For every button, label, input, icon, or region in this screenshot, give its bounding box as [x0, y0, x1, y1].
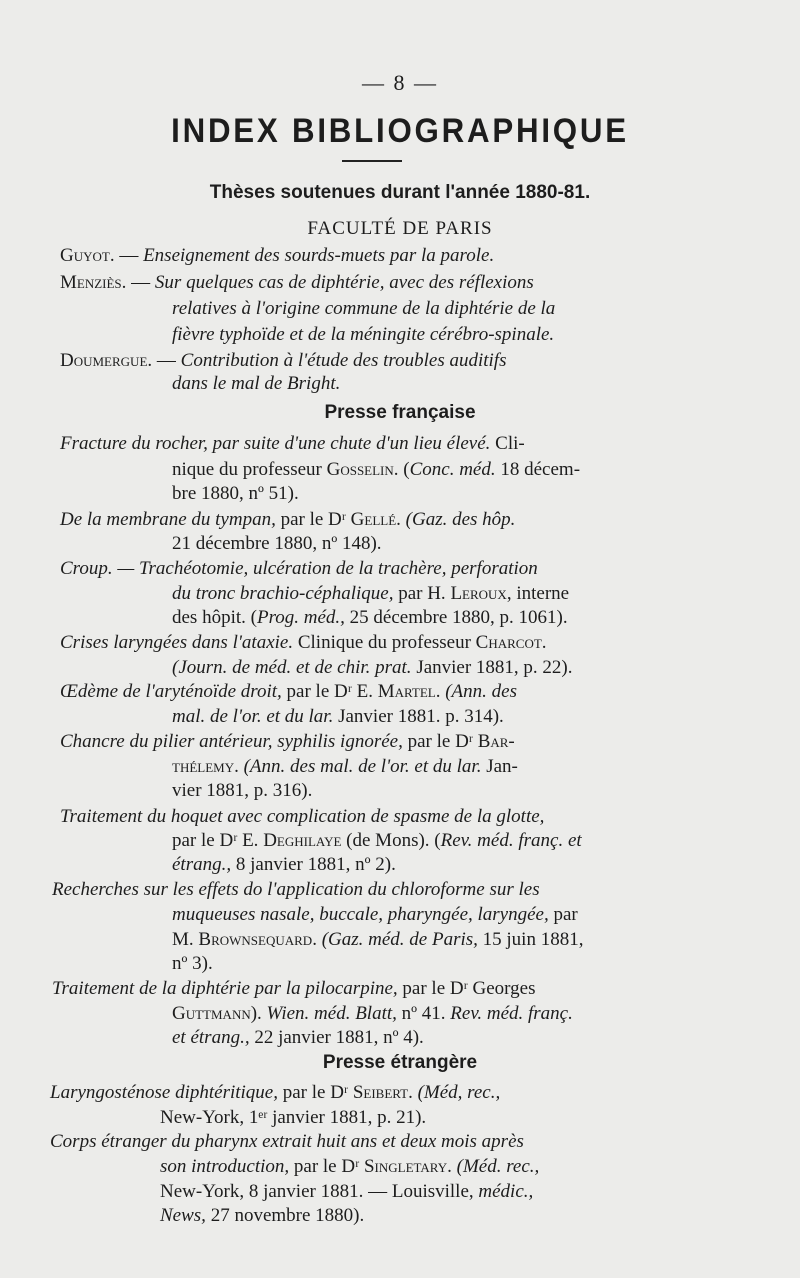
author-name: thélemy. [172, 756, 239, 777]
text: Jan- [486, 756, 518, 777]
entry-pilocarpine-line-3 [172, 1026, 424, 1050]
entry-croup-line-1: Croup. — Trachéotomie, ulcération de la trachère, perforation [60, 558, 538, 579]
entry-fracture-line-1 [60, 432, 525, 456]
entry-laryngostenose-line-1 [50, 1081, 500, 1105]
text: nique du professeur [172, 459, 322, 480]
entry-laryngostenose-line-2: New-York, 1ᵉʳ janvier 1881, p. 21). [160, 1107, 427, 1128]
article-title: son introduction, [160, 1156, 290, 1177]
text: par le Dʳ [280, 509, 346, 530]
journal: (Gaz. méd. de Paris, [321, 929, 478, 950]
journal: (Ann. des [445, 681, 517, 702]
entry-hoquet-line-1: Traitement du hoquet avec complication de spasme de la glotte, [60, 806, 545, 827]
text: par le Dʳ [282, 1082, 349, 1103]
entry-crises-line-1 [60, 631, 547, 655]
text: New-York, 8 janvier 1881. — Louisville, [160, 1181, 474, 1202]
thesis-title: Sur quelques cas de diphtérie, avec des réflexions [154, 272, 534, 293]
journal: Rev. méd. franç. et [440, 830, 582, 851]
author-name: Seibert. [352, 1082, 413, 1103]
journal: et étrang., [172, 1027, 250, 1048]
entry-menzies-line-1 [60, 271, 534, 295]
entry-tympan-line-1 [60, 508, 515, 532]
text: par le Dʳ E. [286, 681, 373, 702]
journal: Rev. méd. franç. [450, 1003, 573, 1024]
text: interne [516, 583, 570, 604]
article-title: Œdème de l'aryténoïde droit, [60, 681, 282, 702]
text: Clinique du professeur [297, 632, 471, 653]
entry-crises-line-2 [172, 656, 573, 680]
dash: — [119, 245, 139, 266]
dash: — [131, 272, 151, 293]
author-name: Guyot. [60, 245, 115, 266]
journal: News, [160, 1205, 206, 1226]
author-name: Leroux, [450, 583, 512, 604]
journal: (Journ. de méd. et de chir. prat. [172, 657, 412, 678]
thesis-title: Contribution à l'étude des troubles auditifs [180, 350, 507, 371]
text: Cli- [495, 433, 525, 454]
text: (de Mons). ( [346, 830, 441, 851]
journal: mal. de l'or. et du lar. [172, 706, 334, 727]
entry-menzies-line-2: relatives à l'origine commune de la diphtérie de la [172, 298, 556, 319]
text: par le Dʳ Georges [402, 978, 536, 999]
author-name: Gellé. [350, 509, 401, 530]
author-name: Brownsequard. [198, 929, 317, 950]
journal: médic., [478, 1181, 534, 1202]
article-title: Laryngosténose diphtéritique, [50, 1082, 278, 1103]
journal: (Ann. des mal. de l'or. et du lar. [243, 756, 482, 777]
entry-recherches-line-3 [172, 928, 583, 952]
author-name: Guttmann). [172, 1003, 262, 1024]
article-title: du tronc brachio-céphalique, [172, 583, 394, 604]
journal: (Méd, rec., [417, 1082, 501, 1103]
entry-recherches-line-1: Recherches sur les effets do l'application du chloroforme sur les [52, 879, 540, 900]
entry-fracture-line-3: bre 1880, nº 51). [172, 483, 299, 504]
section-presse-francaise: Presse française [324, 402, 476, 423]
entry-corps-etranger-line-1: Corps étranger du pharynx extrait huit ans et deux mois après [50, 1131, 524, 1152]
entry-tympan-line-2: 21 décembre 1880, nº 148). [172, 533, 382, 554]
title-rule [342, 160, 402, 162]
text: nº 41. [401, 1003, 446, 1024]
entry-guyot [60, 244, 494, 268]
entry-chancre-line-3: vier 1881, p. 316). [172, 780, 313, 801]
thesis-title: Enseignement des sourds-muets par la parole. [143, 245, 495, 266]
author-name: Deghilaye [263, 830, 342, 851]
journal: Wien. méd. Blatt, [266, 1003, 397, 1024]
entry-chancre-line-2 [172, 755, 518, 779]
text: 18 décem- [500, 459, 581, 480]
entry-pilocarpine-line-2 [172, 1002, 573, 1026]
text: 8 janvier 1881, nº 2). [235, 854, 396, 875]
entry-menzies-line-3: fièvre typhoïde et de la méningite cérébro-spinale. [172, 324, 555, 345]
author-name: Bar- [477, 731, 515, 752]
text: ( [403, 459, 410, 480]
entry-recherches-line-2 [172, 903, 578, 927]
entry-croup-line-2 [172, 582, 569, 606]
text: Janvier 1881, p. 22). [416, 657, 573, 678]
text: par le Dʳ [293, 1156, 360, 1177]
text: des hôpit. ( [172, 607, 257, 628]
faculty-heading: FACULTÉ DE PARIS [307, 218, 493, 239]
text: par le Dʳ E. [172, 830, 259, 851]
section-presse-etrangere: Presse étrangère [322, 1052, 478, 1073]
text: 25 décembre 1880, p. 1061). [349, 607, 568, 628]
text: par [553, 904, 578, 925]
page-title: INDEX BIBLIOGRAPHIQUE [171, 112, 629, 150]
entry-hoquet-line-3 [172, 853, 396, 877]
journal: (Méd. rec., [456, 1156, 540, 1177]
text: par le Dʳ [407, 731, 473, 752]
article-title: Traitement de la diphtérie par la pilocarpine, [52, 978, 398, 999]
article-title: Crises laryngées dans l'ataxie. [60, 632, 294, 653]
article-title: De la membrane du tympan, [60, 509, 276, 530]
entry-oedeme-line-1 [60, 680, 517, 704]
entry-doumergue-line-2: dans le mal de Bright. [172, 373, 341, 394]
journal: Conc. méd. [409, 459, 496, 480]
page-number: — 8 — [362, 70, 438, 95]
author-name: Martel. [377, 681, 441, 702]
journal: Prog. méd., [256, 607, 345, 628]
text: M. [172, 929, 194, 950]
author-name: Charcot. [475, 632, 547, 653]
author-name: Gosselin. [326, 459, 399, 480]
entry-corps-etranger-line-2 [160, 1155, 539, 1179]
text: par H. [398, 583, 446, 604]
entry-oedeme-line-2 [172, 705, 504, 729]
dash: — [156, 350, 176, 371]
entry-corps-etranger-line-3 [160, 1180, 533, 1204]
entry-corps-etranger-line-4 [160, 1204, 364, 1228]
entry-hoquet-line-2 [172, 829, 582, 853]
entry-croup-line-3 [172, 606, 568, 630]
entry-pilocarpine-line-1 [52, 977, 535, 1001]
article-title: Chancre du pilier antérieur, syphilis ignorée, [60, 731, 403, 752]
journal: étrang., [172, 854, 232, 875]
subtitle: Thèses soutenues durant l'année 1880-81. [209, 182, 591, 203]
text: 22 janvier 1881, nº 4). [254, 1027, 424, 1048]
author-name: Doumergue. [60, 350, 153, 371]
text: Janvier 1881. p. 314). [338, 706, 504, 727]
text: 27 novembre 1880). [210, 1205, 365, 1226]
entry-chancre-line-1 [60, 730, 515, 754]
entry-doumergue-line-1 [60, 349, 506, 373]
text: 15 juin 1881, [482, 929, 584, 950]
journal: (Gaz. des hôp. [405, 509, 516, 530]
article-title: Fracture du rocher, par suite d'une chute d'un lieu élevé. [60, 433, 491, 454]
author-name: Singletary. [363, 1156, 452, 1177]
entry-fracture-line-2 [172, 458, 580, 482]
entry-recherches-line-4: nº 3). [172, 953, 213, 974]
article-title: muqueuses nasale, buccale, pharyngée, laryngée, [172, 904, 549, 925]
author-name: Menziès. [60, 272, 127, 293]
